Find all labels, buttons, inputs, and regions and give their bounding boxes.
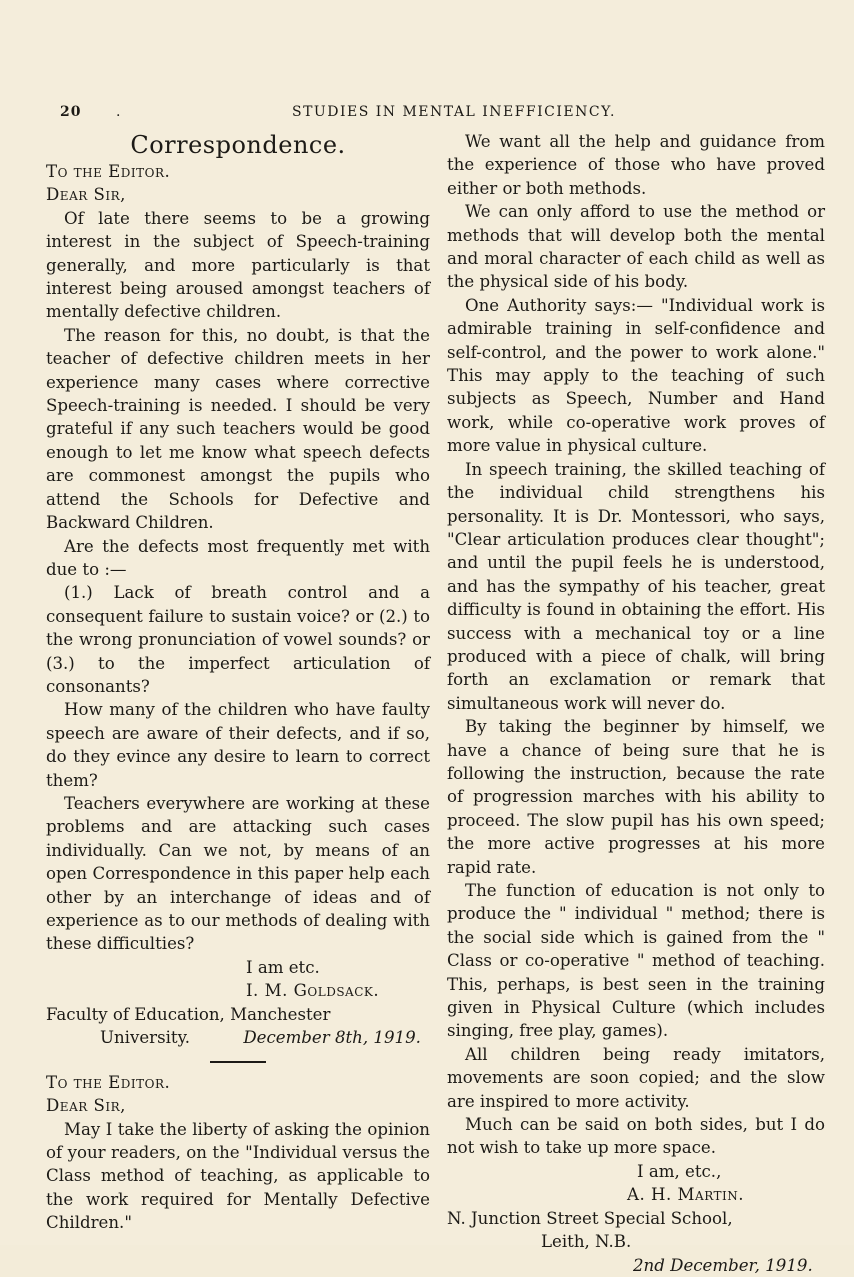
letter1-paragraph-4: (1.) Lack of breath control and a consequent failure to sustain voice? or (2.) to the wrong pronunciation of vowel sounds? or (3.) to the imperfect articulation of consonants? xyxy=(46,583,430,696)
letter2-paragraph-6: By taking the beginner by himself, we have a chance of being sure that he is following the instruction, because the rate of progression marches with his ability to proceed. The slow pupil has his own speed; the more active progresses at his more rapid rate. xyxy=(447,717,825,877)
letter2-salutation: Dear Sir, xyxy=(46,1096,126,1116)
letter1-affiliation-line-2 xyxy=(46,1026,430,1049)
letter1-affiliation-1: Faculty of Education, Manchester xyxy=(46,1004,331,1024)
divider-rule xyxy=(210,1061,266,1062)
right-column xyxy=(447,130,825,1277)
running-title: STUDIES IN MENTAL INEFFICIENCY. xyxy=(292,104,616,120)
letter2-addressee: To the Editor. xyxy=(46,1072,171,1092)
header-dot: . xyxy=(116,104,122,120)
letter1-signature: I. M. Goldsack. xyxy=(246,981,380,1001)
letter1-paragraph-3: Are the defects most frequently met with due to :— xyxy=(46,536,430,579)
letter1-affiliation-2: University. xyxy=(100,1028,191,1048)
left-column xyxy=(46,130,430,1235)
section-title: Correspondence. xyxy=(130,131,346,159)
letter1-salutation: Dear Sir, xyxy=(46,185,126,205)
letter2-paragraph-8: All children being ready imitators, movements are soon copied; and the slow are inspired to more activity. xyxy=(447,1044,825,1111)
letter1-date: December 8th, 1919. xyxy=(243,1028,421,1048)
letter1-paragraph-5: How many of the children who have faulty speech are aware of their defects, and if so, do they evince any desire to learn to correct them? xyxy=(46,700,430,790)
letter2-affiliation-1: N. Junction Street Special School, xyxy=(447,1208,733,1228)
letter2-paragraph-5: In speech training, the skilled teaching of the individual child strengthens his personality. It is Dr. Montessori, who says, "Clear articulation produces clear thought"; and until the pupil feels he is understood, and has the sympathy of his teacher, great difficulty is found in obtaining the effort. His success with a mechanical toy or a line produced with a piece of chalk, will bring forth an exclamation or remark that simultaneous work will never do. xyxy=(447,459,825,713)
letter2-paragraph-1: May I take the liberty of asking the opinion of your readers, on the "Individual versus the Class method of teaching, as applicable to the work required for Mentally Defective Children." xyxy=(46,1119,430,1233)
letter2-paragraph-2: We want all the help and guidance from the experience of those who have proved either or both methods. xyxy=(447,132,825,198)
letter1-addressee: To the Editor. xyxy=(46,162,171,181)
letter2-date: 2nd December, 1919. xyxy=(633,1255,813,1275)
letter2-affiliation-2: Leith, N.B. xyxy=(541,1232,632,1252)
letter2-paragraph-4: One Authority says:— "Individual work is admirable training in self-confidence and self-control, and the power to work alone." This may apply to the teaching of such subjects as Speech, Number and Hand work, while co-operative work proves of more value in physical culture. xyxy=(447,295,825,456)
letter2-paragraph-3: We can only afford to use the method or methods that will develop both the mental and moral character of each child as well as the physical side of his body. xyxy=(447,202,825,292)
letter2-paragraph-7: The function of education is not only to produce the " individual " method; there is the social side which is gained from the " Class or co-operative " method of teaching. This, perhaps, is best seen in the training given in Physical Culture (which includes singing, free play, games). xyxy=(447,881,825,1041)
letter2-closing: I am, etc., xyxy=(637,1161,722,1181)
letter1-paragraph-1: Of late there seems to be a growing interest in the subject of Speech-training generally, and more particularly is that interest being aroused amongst teachers of mentally defective children. xyxy=(46,208,430,322)
page-number: 20 xyxy=(60,104,82,120)
letter2-paragraph-9: Much can be said on both sides, but I do not wish to take up more space. xyxy=(447,1115,825,1158)
letter1-closing: I am etc. xyxy=(246,957,320,977)
letter1-paragraph-6: Teachers everywhere are working at these problems and are attacking such cases individually. Can we not, by means of an open Correspondence in this paper help each other by an interchange of ideas and of experience as to our methods of dealing with these difficulties? xyxy=(46,793,430,954)
letter2-signature: A. H. Martin. xyxy=(627,1185,745,1205)
letter1-paragraph-2: The reason for this, no doubt, is that the teacher of defective children meets in her experience many cases where corrective Speech-training is needed. I should be very grateful if any such teachers would be good enough to let me know what speech defects are commonest amongst the pupils who attend the Schools for Defective and Backward Children. xyxy=(46,325,430,533)
